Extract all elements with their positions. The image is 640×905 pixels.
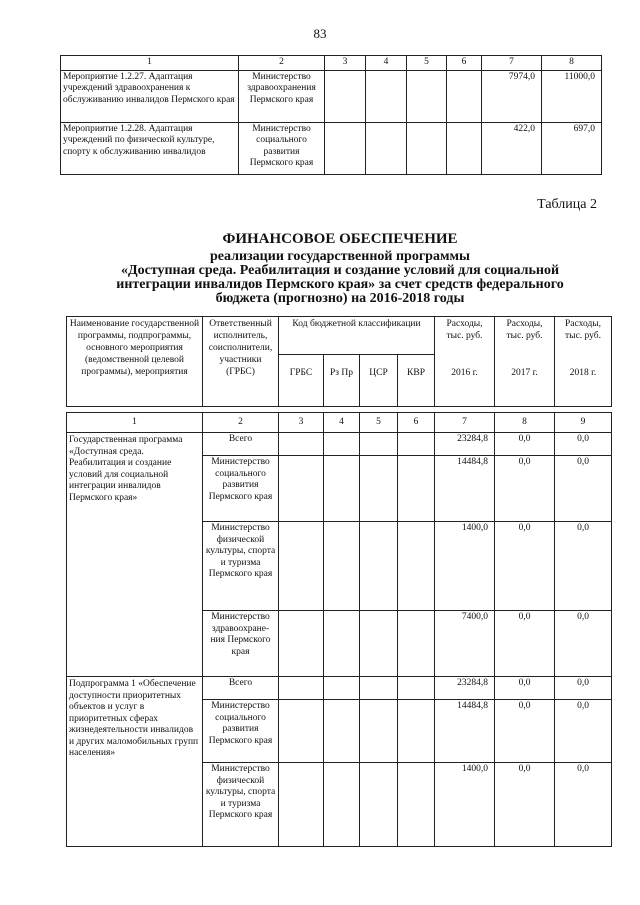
cell bbox=[447, 122, 482, 174]
executor: Министерство здравоохранения Пермского края bbox=[239, 70, 325, 122]
col-number: 5 bbox=[360, 413, 398, 433]
cell bbox=[279, 456, 324, 522]
value-2017: 0,0 bbox=[495, 456, 555, 522]
executor: Министерство социального развития Пермского края bbox=[203, 700, 279, 763]
program-name: Государственная программа «Доступная среда. Реабилитация и создание условий для социальной интеграции инвалидов Пермского края» bbox=[67, 433, 203, 677]
col-number: 9 bbox=[555, 413, 612, 433]
header-expenses: Расходы, тыс. руб. bbox=[495, 317, 555, 355]
col-number: 5 bbox=[407, 56, 447, 71]
value-cell: 7974,0 bbox=[482, 70, 542, 122]
subtitle-line: интеграции инвалидов Пермского края» за счет средств федерального bbox=[116, 277, 564, 292]
cell bbox=[398, 763, 435, 847]
executor: Министерство социального развития Пермского края bbox=[203, 456, 279, 522]
cell bbox=[324, 611, 360, 677]
value-2017: 0,0 bbox=[495, 700, 555, 763]
value-2016: 14484,8 bbox=[435, 456, 495, 522]
col-number: 8 bbox=[542, 56, 602, 71]
value-2016: 1400,0 bbox=[435, 763, 495, 847]
header-year: 2018 г. bbox=[555, 355, 612, 407]
value-2018: 0,0 bbox=[555, 522, 612, 611]
col-number: 1 bbox=[61, 56, 239, 71]
value-2018: 0,0 bbox=[555, 700, 612, 763]
header-expenses: Расходы, тыс. руб. bbox=[555, 317, 612, 355]
cell bbox=[324, 522, 360, 611]
header-csr: ЦСР bbox=[360, 355, 398, 407]
cell bbox=[398, 611, 435, 677]
subprogram-name: Подпрограмма 1 «Обеспечение доступности приоритетных объектов и услуг в приоритетных сферах жизнедеятельности инвалидов и других маломобильных групп населения» bbox=[67, 677, 203, 847]
value-2017: 0,0 bbox=[495, 677, 555, 700]
col-number: 8 bbox=[495, 413, 555, 433]
value-2017: 0,0 bbox=[495, 433, 555, 456]
value-2016: 14484,8 bbox=[435, 700, 495, 763]
col-number: 1 bbox=[67, 413, 203, 433]
col-number: 3 bbox=[279, 413, 324, 433]
cell bbox=[407, 122, 447, 174]
value-2017: 0,0 bbox=[495, 611, 555, 677]
cell bbox=[360, 677, 398, 700]
header-year: 2017 г. bbox=[495, 355, 555, 407]
header-expenses: Расходы, тыс. руб. bbox=[435, 317, 495, 355]
value-2016: 1400,0 bbox=[435, 522, 495, 611]
col-number: 4 bbox=[324, 413, 360, 433]
cell bbox=[366, 122, 407, 174]
value-2016: 23284,8 bbox=[435, 433, 495, 456]
column-number-row bbox=[67, 413, 612, 433]
executor: Министерство физической культуры, спорта и туризма Пермского края bbox=[203, 522, 279, 611]
header-row bbox=[67, 317, 612, 355]
col-number: 6 bbox=[398, 413, 435, 433]
cell bbox=[324, 700, 360, 763]
executor: Всего bbox=[203, 433, 279, 456]
cell bbox=[366, 70, 407, 122]
cell bbox=[360, 700, 398, 763]
header-executor: Ответственный исполнитель, соисполнители, участники (ГРБС) bbox=[203, 317, 279, 407]
table-label: Таблица 2 bbox=[537, 197, 597, 212]
continuation-table bbox=[60, 55, 602, 175]
cell bbox=[324, 677, 360, 700]
value-2018: 0,0 bbox=[555, 677, 612, 700]
page-number: 83 bbox=[313, 26, 327, 41]
value-2018: 0,0 bbox=[555, 433, 612, 456]
cell bbox=[325, 70, 366, 122]
executor: Всего bbox=[203, 677, 279, 700]
column-number-row bbox=[61, 56, 602, 71]
cell bbox=[360, 611, 398, 677]
value-cell: 11000,0 bbox=[542, 70, 602, 122]
col-number: 7 bbox=[435, 413, 495, 433]
cell bbox=[279, 522, 324, 611]
value-2017: 0,0 bbox=[495, 763, 555, 847]
table-row bbox=[61, 70, 602, 122]
cell bbox=[447, 70, 482, 122]
cell bbox=[398, 433, 435, 456]
subtitle-line: бюджета (прогнозно) на 2016-2018 годы bbox=[215, 291, 465, 306]
cell bbox=[398, 456, 435, 522]
cell bbox=[279, 700, 324, 763]
col-number: 2 bbox=[203, 413, 279, 433]
table-row bbox=[61, 122, 602, 174]
table-row bbox=[67, 433, 612, 456]
header-budget-code: Код бюджетной классификации bbox=[279, 317, 435, 355]
financing-table bbox=[66, 316, 612, 847]
section-title: ФИНАНСОВОЕ ОБЕСПЕЧЕНИЕ bbox=[222, 231, 458, 247]
header-name: Наименование государственной программы, подпрограммы, основного мероприятия (ведомственной целевой программы), мероприятия bbox=[67, 317, 203, 407]
col-number: 6 bbox=[447, 56, 482, 71]
value-cell: 697,0 bbox=[542, 122, 602, 174]
cell bbox=[279, 677, 324, 700]
cell bbox=[324, 433, 360, 456]
cell bbox=[360, 433, 398, 456]
cell bbox=[398, 522, 435, 611]
header-year: 2016 г. bbox=[435, 355, 495, 407]
cell bbox=[360, 522, 398, 611]
value-cell: 422,0 bbox=[482, 122, 542, 174]
cell bbox=[407, 70, 447, 122]
header-kvr: КВР bbox=[398, 355, 435, 407]
subtitle-line: «Доступная среда. Реабилитация и создание условий для социальной bbox=[120, 263, 560, 278]
executor: Министерство социального развития Пермского края bbox=[239, 122, 325, 174]
section-subtitle bbox=[0, 250, 640, 306]
activity-name: Мероприятие 1.2.28. Адаптация учреждений по физической культуре, спорту к обслуживанию инвалидов bbox=[61, 122, 239, 174]
executor: Министерство физической культуры, спорта и туризма Пермского края bbox=[203, 763, 279, 847]
cell bbox=[360, 456, 398, 522]
cell bbox=[325, 122, 366, 174]
col-number: 4 bbox=[366, 56, 407, 71]
cell bbox=[279, 611, 324, 677]
cell bbox=[360, 763, 398, 847]
executor: Министерство здравоохране-ния Пермского края bbox=[203, 611, 279, 677]
header-rzpr: Рз Пр bbox=[324, 355, 360, 407]
cell bbox=[279, 763, 324, 847]
col-number: 7 bbox=[482, 56, 542, 71]
value-2018: 0,0 bbox=[555, 456, 612, 522]
col-number: 3 bbox=[325, 56, 366, 71]
cell bbox=[398, 700, 435, 763]
value-2016: 23284,8 bbox=[435, 677, 495, 700]
cell bbox=[324, 456, 360, 522]
value-2018: 0,0 bbox=[555, 763, 612, 847]
value-2018: 0,0 bbox=[555, 611, 612, 677]
col-number: 2 bbox=[239, 56, 325, 71]
subtitle-line: реализации государственной программы bbox=[210, 249, 470, 264]
cell bbox=[398, 677, 435, 700]
table-row bbox=[67, 677, 612, 700]
cell bbox=[324, 763, 360, 847]
value-2017: 0,0 bbox=[495, 522, 555, 611]
header-grbs: ГРБС bbox=[279, 355, 324, 407]
cell bbox=[279, 433, 324, 456]
activity-name: Мероприятие 1.2.27. Адаптация учреждений здравоохранения к обслуживанию инвалидов Пермского края bbox=[61, 70, 239, 122]
value-2016: 7400,0 bbox=[435, 611, 495, 677]
